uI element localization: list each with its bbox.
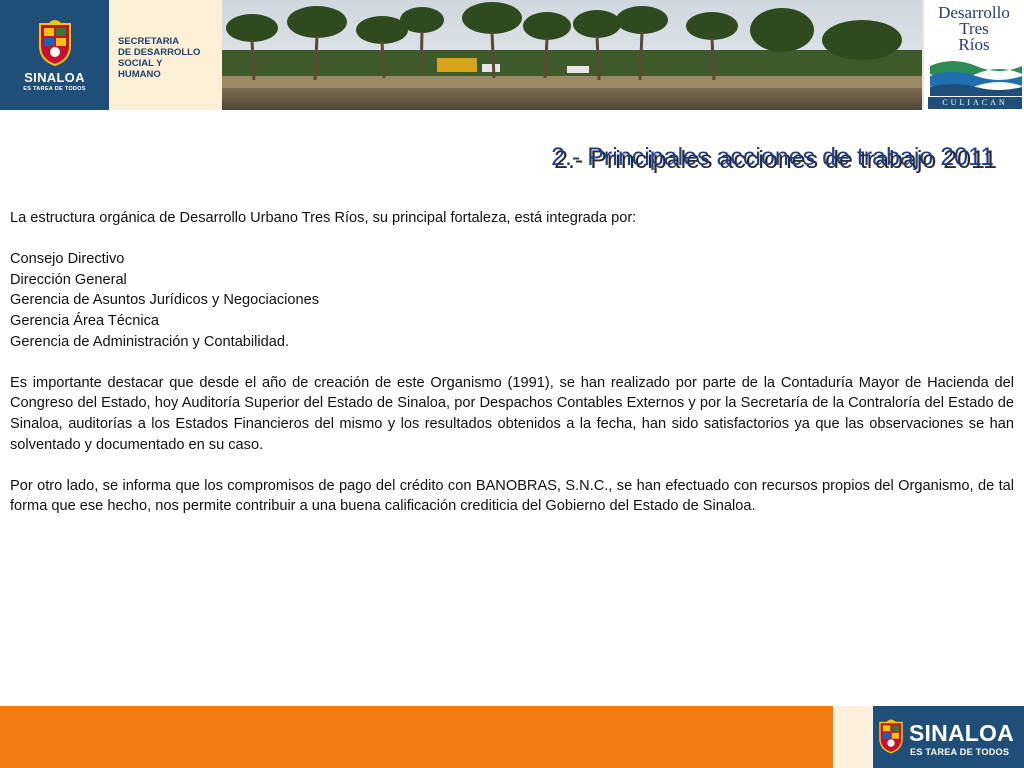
state-crest-icon [877,714,905,756]
structure-item: Gerencia de Asuntos Jurídicos y Negociaciones [10,292,320,309]
footer-logo-name: SINALOA [909,720,1014,746]
structure-item: Consejo Directivo [10,251,125,268]
tres-rios-logo [922,0,1024,110]
river-waves-icon [930,56,1022,96]
banobras-paragraph: Por otro lado, se informa que los compromisos de pago del crédito con BANOBRAS, S.N.C., se han efectuado con recursos propios del Organismo, de tal forma que ese hecho, nos permite contribuir a una buena calificación crediticia del Gobierno del Estado de Sinaloa. [10,477,1014,515]
slide-title: 2.- Principales acciones de trabajo 2011 [551,143,994,171]
tres-rios-line1: Desarrollo [938,3,1010,22]
secretaria-line: HUMANO [118,69,161,80]
tres-rios-line3: Ríos [958,35,990,54]
banner-photo [222,0,922,110]
riverside-palm-trees-photo [222,0,922,110]
footer-divider [833,706,873,768]
structure-item: Gerencia Área Técnica [10,312,159,329]
footer-sinaloa-logo [873,706,1024,768]
sinaloa-logo-name: SINALOA [24,70,85,85]
secretaria-line: DE DESARROLLO [118,47,201,58]
secretaria-line: SECRETARIA [118,36,180,47]
slide-body [10,208,1014,517]
secretaria-logo [109,0,222,110]
footer-orange-bar [0,706,833,768]
sinaloa-logo-tagline: ES TAREA DE TODOS [23,86,86,92]
secretaria-line: SOCIAL Y [118,58,163,69]
tres-rios-line2: Tres [959,19,989,38]
audit-paragraph: Es importante destacar que desde el año de creación de este Organismo (1991), se han realizado por parte de la Contaduría Mayor de Hacienda del Congreso del Estado, hoy Auditoría Superior del Estado de Sinaloa, por Despachos Contables Externos y por la Secretaría de la Contraloría del Estado de Sinaloa, auditorías a los Estados Financieros del mismo y los resultados obtenidos a la fecha, han sido satisfactorios ya que las observaciones se han solventado y documentado en su caso. [10,374,1014,453]
structure-item: Gerencia de Administración y Contabilidad. [10,333,290,350]
intro-paragraph: La estructura orgánica de Desarrollo Urbano Tres Ríos, su principal fortaleza, está integrada por: [10,210,637,226]
slide-header [0,0,1024,110]
structure-item: Dirección General [10,271,127,288]
sinaloa-logo [0,0,109,110]
tres-rios-city: CULIACAN [928,97,1022,109]
state-crest-icon [36,16,74,66]
footer-logo-tagline: ES TAREA DE TODOS [910,747,1010,757]
